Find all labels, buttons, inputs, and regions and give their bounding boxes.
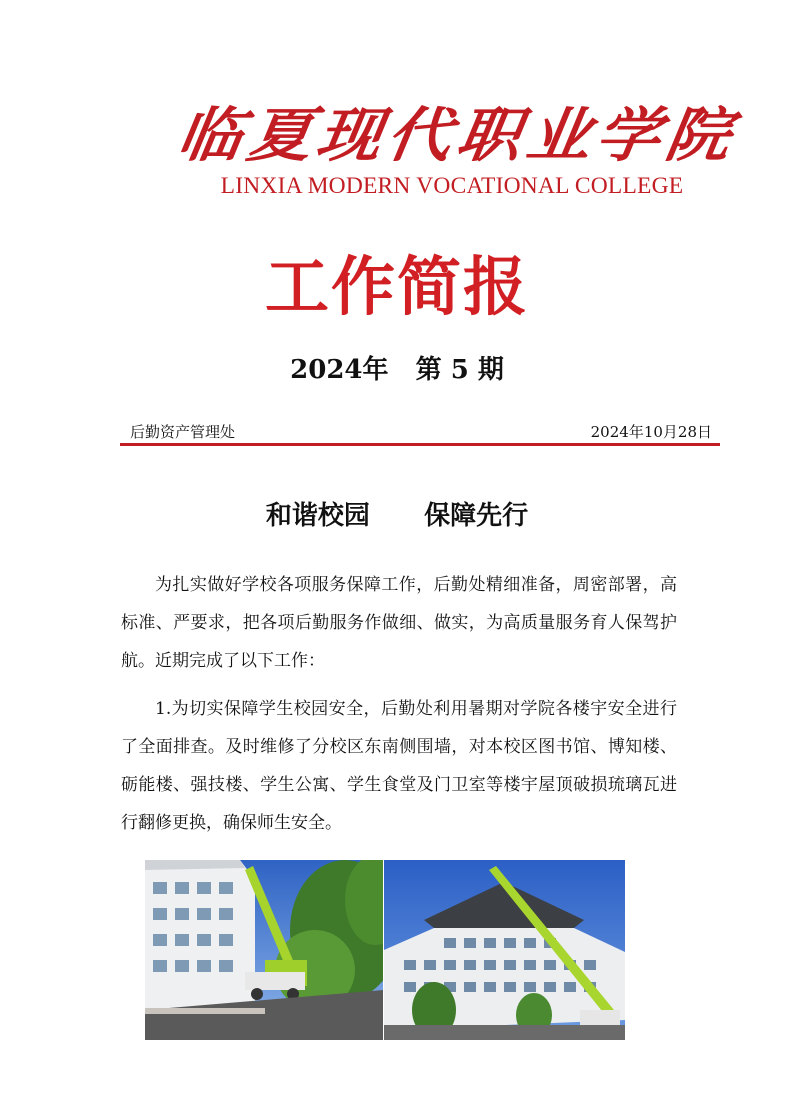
- publish-date: 2024年10月28日: [590, 423, 712, 441]
- logo-char: 代: [382, 101, 457, 171]
- meta-row: [120, 421, 720, 443]
- college-name-english: LINXIA MODERN VOCATIONAL COLLEGE: [220, 173, 684, 199]
- bulletin-title: 工作简报: [265, 250, 529, 325]
- issue-number: 2024年 第 5 期: [290, 355, 504, 385]
- college-logo-calligraphy: [173, 98, 735, 174]
- article-paragraph: 为扎实做好学校各项服务保障工作，后勤处精细准备，周密部署，高标准、严要求，把各项后勤服务作做细、做实，为高质量服务育人保驾护航。近期完成了以下工作：: [121, 575, 677, 671]
- logo-char: 学: [591, 101, 666, 171]
- logo-char: 现: [312, 101, 387, 171]
- photo-right-graphic: [384, 860, 625, 1040]
- department-name: 后勤资产管理处: [130, 423, 236, 441]
- logo-char: 夏: [242, 101, 317, 171]
- logo-char: 院: [661, 101, 735, 171]
- logo-char: 临: [173, 101, 247, 171]
- building-crane-photo-left: [145, 860, 383, 1040]
- photo-left-graphic: [145, 860, 383, 1040]
- logo-char: 业: [521, 101, 596, 171]
- red-divider-rule: [120, 443, 720, 446]
- logo-char: 职: [452, 101, 526, 171]
- article-title: 和谐校园 保障先行: [265, 501, 529, 531]
- building-crane-photo-right: [384, 860, 625, 1040]
- article-paragraph: 1.为切实保障学生校园安全，后勤处利用暑期对学院各楼宇安全进行了全面排查。及时维修了分校区东南侧围墙，对本校区图书馆、博知楼、砺能楼、强技楼、学生公寓、学生食堂及门卫室等楼宇屋顶破损琉璃瓦进行翻修更换，确保师生安全。: [121, 699, 677, 833]
